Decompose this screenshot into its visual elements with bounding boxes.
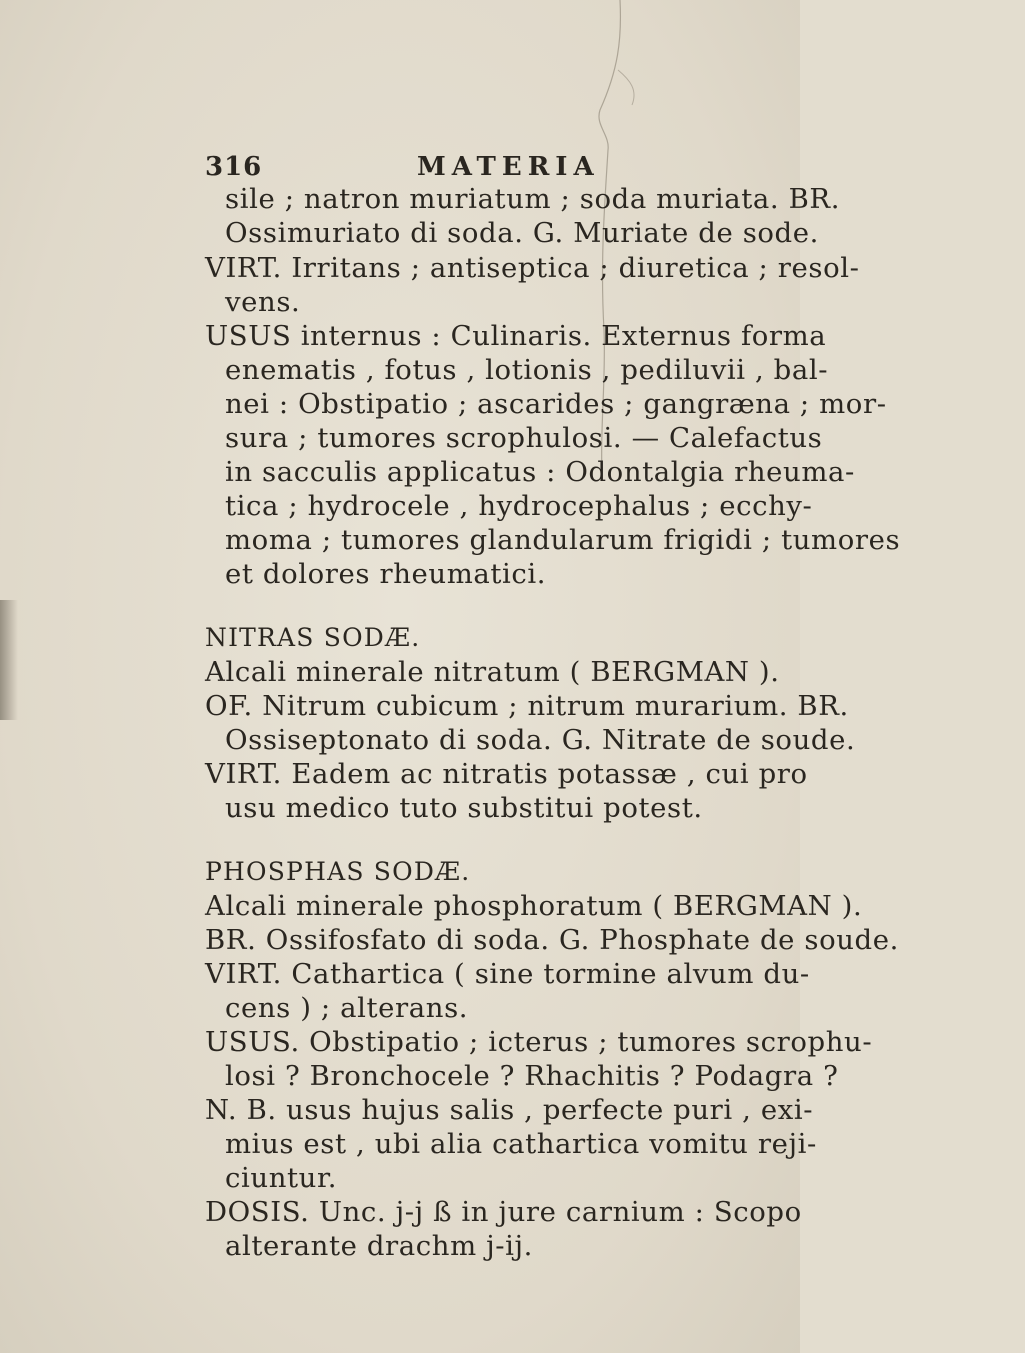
text-line: Alcali minerale nitratum ( BERGMAN ). <box>205 656 780 688</box>
text-line: moma ; tumores glandularum frigidi ; tumores <box>225 524 901 556</box>
text-line: Ossimuriato di soda. G. Muriate de sode. <box>225 217 819 249</box>
text-line: OF. Nitrum cubicum ; nitrum murarium. BR. <box>205 690 849 722</box>
text-line: BR. Ossifosfato di soda. G. Phosphate de soude. <box>205 924 899 956</box>
text-line: VIRT. Eadem ac nitratis potassæ , cui pro <box>205 758 808 790</box>
section-heading: PHOSPHAS SODÆ. <box>205 857 471 886</box>
text-line: in sacculis applicatus : Odontalgia rheuma- <box>225 456 855 488</box>
text-line: et dolores rheumatici. <box>225 558 547 590</box>
running-title: MATERIA <box>417 152 600 182</box>
text-line: usu medico tuto substitui potest. <box>225 792 703 824</box>
text-line: losi ? Bronchocele ? Rhachitis ? Podagra ? <box>225 1060 839 1092</box>
text-line: DOSIS. Unc. j-j ß in jure carnium : Scopo <box>205 1196 802 1228</box>
text-line: Alcali minerale phosphoratum ( BERGMAN ). <box>205 890 863 922</box>
text-line: nei : Obstipatio ; ascarides ; gangræna ; mor- <box>225 388 887 420</box>
text-line: N. B. usus hujus salis , perfecte puri , exi- <box>205 1094 814 1126</box>
running-header <box>0 150 1005 184</box>
text-line: sile ; natron muriatum ; soda muriata. BR. <box>225 183 841 215</box>
section-heading: NITRAS SODÆ. <box>205 623 421 652</box>
text-line: enematis , fotus , lotionis , pediluvii , bal- <box>225 354 829 386</box>
text-line: VIRT. Cathartica ( sine tormine alvum du- <box>205 958 810 990</box>
text-line: ciuntur. <box>225 1162 338 1194</box>
text-line: USUS. Obstipatio ; icterus ; tumores scrophu- <box>205 1026 873 1058</box>
text-line: alterante drachm j-ij. <box>225 1230 533 1262</box>
text-line: VIRT. Irritans ; antiseptica ; diuretica ; resol- <box>205 252 860 284</box>
page-number: 316 <box>205 152 263 182</box>
text-line: cens ) ; alterans. <box>225 992 469 1024</box>
text-line: USUS internus : Culinaris. Externus forma <box>205 320 827 352</box>
text-line: vens. <box>225 286 301 318</box>
text-line: tica ; hydrocele , hydrocephalus ; ecchy- <box>225 490 813 522</box>
text-line: mius est , ubi alia cathartica vomitu reji- <box>225 1128 817 1160</box>
text-line: sura ; tumores scrophulosi. — Calefactus <box>225 422 823 454</box>
text-line: Ossiseptonato di soda. G. Nitrate de soude. <box>225 724 856 756</box>
